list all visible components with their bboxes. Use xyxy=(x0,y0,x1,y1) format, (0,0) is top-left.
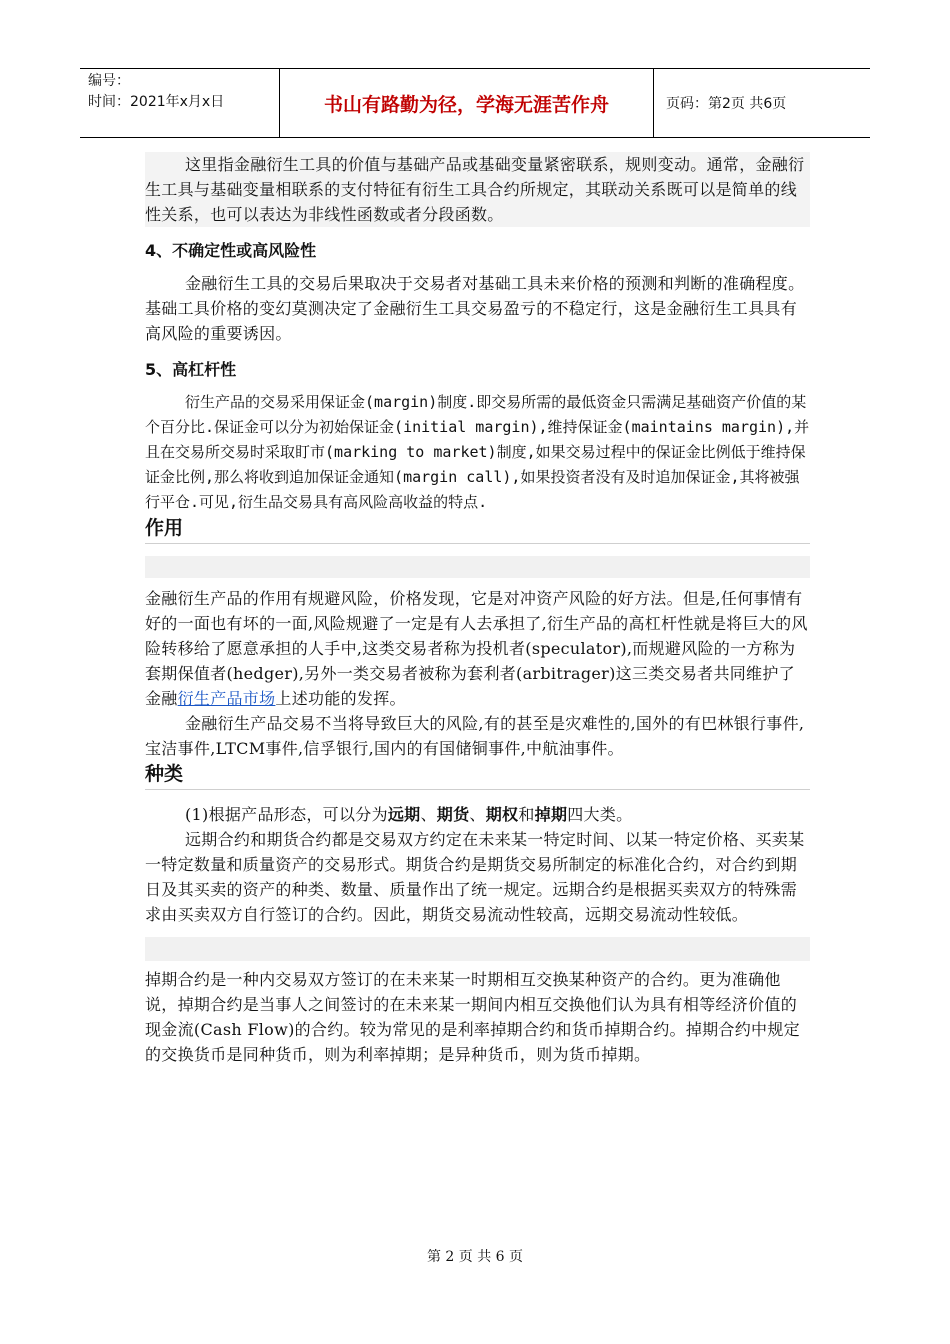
heading-uncertainty: 4、不确定性或高风险性 xyxy=(145,241,317,260)
header-number: 编号： xyxy=(88,73,130,89)
header-meta xyxy=(80,69,280,137)
paragraph-leverage: 衍生产品的交易采用保证金(margin)制度.即交易所需的最低资金只需满足基础资产价值的某个百分比.保证金可以分为初始保证金(initial margin),维持保证金(maintains margin),并且在交易所交易时采取盯市(marking to market)制度,如果交易过程中的保证金比例低于维持保证金比例,那么将收到追加保证金通知(margin call),如果投资者没有及时追加保证金,其将被强行平仓.可见,衍生品交易具有高风险高收益的特点. xyxy=(145,393,810,511)
header-time: 时间：2021年x月x日 xyxy=(88,94,225,110)
section-title-functions: 作用 xyxy=(145,515,810,544)
section-title-types: 种类 xyxy=(145,761,810,790)
separator: 、 xyxy=(420,805,437,824)
paragraph-swaps: 掉期合约是一种内交易双方签订的在未来某一时期相互交换某种资产的合约。更为准确他说，掉期合约是当事人之间签讨的在未来某一期间内相互交换他们认为具有相等经济价值的现金流(Cash Flow)的合约。较为常见的是利率掉期合约和货币掉期合约。掉期合约中规定的交换货币是同种货币，则为利率掉期；是异种货币，则为货币掉期。 xyxy=(145,970,800,1064)
paragraph-uncertainty: 金融衍生工具的交易后果取决于交易者对基础工具未来价格的预测和判断的准确程度。基础工具价格的变幻莫测决定了金融衍生工具交易盈亏的不稳定行，这是金融衍生工具具有高风险的重要诱因。 xyxy=(145,274,805,343)
derivatives-market-link[interactable]: 衍生产品市场 xyxy=(177,689,276,708)
functions-text: 金融衍生产品的作用有规避风险，价格发现，它是对冲资产风险的好方法。但是,任何事情有好的一面也有坏的一面,风险规避了一定是有人去承担了,衍生产品的高杠杆性就是将巨大的风险转移给了愿意承担的人手中,这类交易者称为投机者(speculator),而规避风险的一方称为套期保值者(hedger),另外一类交易者被称为套利者(arbitrager)这三类交易者共同维护了金融 xyxy=(145,589,808,708)
page-footer: 第 2 页 共 6 页 xyxy=(426,1249,524,1265)
paragraph-risk-events: 金融衍生产品交易不当将导致巨大的风险,有的甚至是灾难性的,国外的有巴林银行事件,宝洁事件,LTCM事件,信孚银行,国内的有国储铜事件,中航油事件。 xyxy=(145,714,805,758)
paragraph-forward-futures: 远期合约和期货合约都是交易双方约定在未来某一特定时间、以某一特定价格、买卖某一特定数量和质量资产的交易形式。期货合约是期货交易所制定的标准化合约，对合约到期日及其买卖的资产的种类、数量、质量作出了统一规定。远期合约是根据买卖双方的特殊需求由买卖双方自行签订的合约。因此，期货交易流动性较高，远期交易流动性较低。 xyxy=(145,830,805,924)
term-futures: 期货 xyxy=(436,805,470,824)
header-page-number: 页码：第2页 共6页 xyxy=(666,96,787,112)
separator: 、 xyxy=(469,805,486,824)
types-intro-end: 四大类。 xyxy=(567,805,633,824)
shaded-band xyxy=(145,556,810,578)
header-motto: 书山有路勤为径，学海无涯苦作舟 xyxy=(280,69,654,137)
shaded-band xyxy=(145,937,810,961)
separator: 和 xyxy=(518,805,535,824)
heading-leverage: 5、高杠杆性 xyxy=(145,360,237,379)
term-forward: 远期 xyxy=(387,805,421,824)
paragraph-functions xyxy=(145,586,810,711)
types-intro-text: (1)根据产品形态，可以分为 xyxy=(185,805,388,824)
document-body xyxy=(145,152,810,1067)
functions-text-end: 上述功能的发挥。 xyxy=(275,689,406,708)
page-header xyxy=(80,68,870,138)
paragraph-types-intro xyxy=(145,802,810,827)
paragraph-linkage: 这里指金融衍生工具的价值与基础产品或基础变量紧密联系，规则变动。通常，金融衍生工具与基础变量相联系的支付特征有衍生工具合约所规定，其联动关系既可以是简单的线性关系，也可以表达为非线性函数或者分段函数。 xyxy=(145,152,810,227)
term-swaps: 掉期 xyxy=(534,805,568,824)
term-options: 期权 xyxy=(485,805,519,824)
